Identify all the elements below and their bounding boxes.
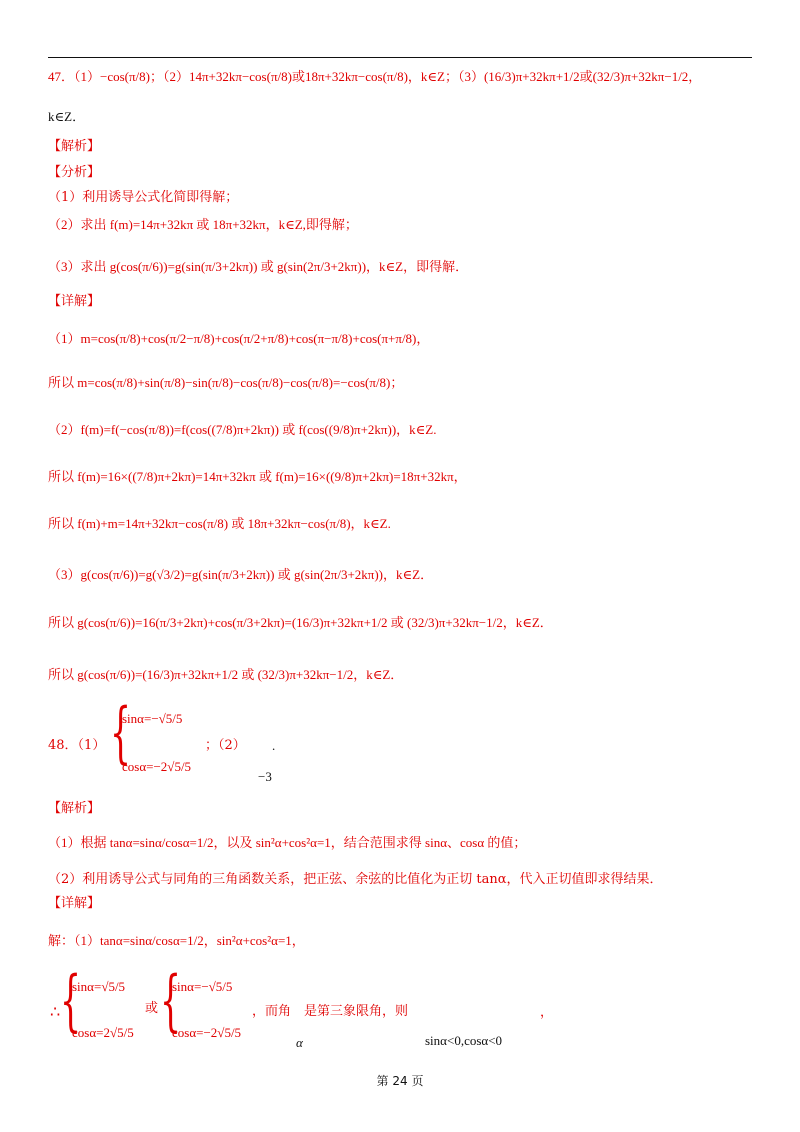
section-jiexi-48: 【解析】 (48, 801, 101, 816)
trailing-comma: ， (540, 1004, 554, 1019)
answer-48-dot: . (272, 738, 276, 753)
detail-3-g: （3）g(cos(π/6))=g(√3/2)=g(sin(π/3+2kπ)) 或 g(sin(2π/3+2kπ))，k∈Z． (48, 567, 434, 582)
section-jiexi: 【解析】 (48, 139, 101, 154)
analysis-48-2: （2）利用诱导公式与同角的三角函数关系，把正弦、余弦的比值化为正切 tanα，代入正切值即求得结果． (48, 872, 663, 887)
analysis-48-1: （1）根据 tanα=sinα/cosα=1/2，以及 sin²α+cos²α=1，结合范围求得 sinα、cosα 的值； (48, 835, 527, 850)
detail-2-fm: （2）f(m)=f(−cos(π/8))=f(cos((7/8)π+2kπ)) 或 f(cos((9/8)π+2kπ))，k∈Z. (48, 422, 437, 437)
system-1-sin: sinα=√5/5 (72, 979, 126, 994)
section-xiangjie: 【详解】 (48, 294, 101, 309)
detail-2-values: 所以 f(m)=16×((7/8)π+2kπ)=14π+32kπ 或 f(m)=16×((9/8)π+2kπ)=18π+32kπ， (48, 469, 467, 484)
analysis-1: （1）利用诱导公式化简即得解； (48, 190, 239, 205)
answer-48-label: 48．（1） (48, 738, 106, 753)
analysis-3: （3）求出 g(cos(π/6))=g(sin(π/3+2kπ)) 或 g(sin(2π/3+2kπ))，k∈Z，即得解． (48, 259, 469, 274)
answer-48-cos: cosα=−2√5/5 (122, 759, 192, 774)
detail-3-result: 所以 g(cos(π/6))=(16/3)π+32kπ+1/2 或 (32/3)π+32kπ−1/2，k∈Z． (48, 667, 404, 682)
system-2-sin: sinα=−√5/5 (172, 979, 233, 994)
detail-48-1: 解：（1）tanα=sinα/cosα=1/2，sin²α+cos²α=1， (48, 933, 305, 948)
detail-3-values: 所以 g(cos(π/6))=16(π/3+2kπ)+cos(π/3+2kπ)=(16/3)π+32kπ+1/2 或 (32/3)π+32kπ−1/2，k∈Z． (48, 615, 553, 630)
system-2-cos: cosα=−2√5/5 (172, 1025, 242, 1040)
system-1-brace: { (60, 962, 81, 1039)
detail-1-result: 所以 m=cos(π/8)+sin(π/8)−sin(π/8)−cos(π/8)−cos(π/8)=−cos(π/8)； (48, 375, 404, 390)
page-number: 第 24 页 (376, 1074, 424, 1088)
system-2-brace: { (160, 962, 181, 1039)
answer-48-part2-value: −3 (258, 769, 272, 784)
detail-1-m: （1）m=cos(π/8)+cos(π/2−π/8)+cos(π/2+π/8)+cos(π−π/8)+cos(π+π/8)， (48, 331, 430, 346)
answer-48-part2-label: ；（2） (205, 738, 246, 753)
system-1-cos: cosα=2√5/5 (72, 1025, 134, 1040)
third-quadrant-text: ，而角 是第三象限角，则 (252, 1004, 409, 1019)
answer-48-brace: { (110, 694, 131, 771)
answer-48-sin: sinα=−√5/5 (122, 711, 183, 726)
header-rule (48, 57, 752, 58)
answer-47-cont: k∈Z． (48, 109, 86, 124)
sign-condition: sinα<0,cosα<0 (425, 1033, 503, 1048)
alpha-symbol: α (296, 1035, 303, 1050)
section-xiangjie-48: 【详解】 (48, 896, 101, 911)
analysis-2: （2）求出 f(m)=14π+32kπ 或 18π+32kπ，k∈Z,即得解； (48, 217, 358, 232)
or-text: 或 (145, 1001, 159, 1016)
answer-47: 47．（1）−cos(π/8)；（2）14π+32kπ−cos(π/8)或18π+32kπ−cos(π/8)，k∈Z；（3）(16/3)π+32kπ+1/2或(32/3)π+32kπ−1/2， (48, 69, 702, 84)
therefore-symbol: ∴ (50, 1002, 61, 1021)
section-fenxi: 【分析】 (48, 165, 101, 180)
detail-2-result: 所以 f(m)+m=14π+32kπ−cos(π/8) 或 18π+32kπ−cos(π/8)，k∈Z. (48, 516, 391, 531)
